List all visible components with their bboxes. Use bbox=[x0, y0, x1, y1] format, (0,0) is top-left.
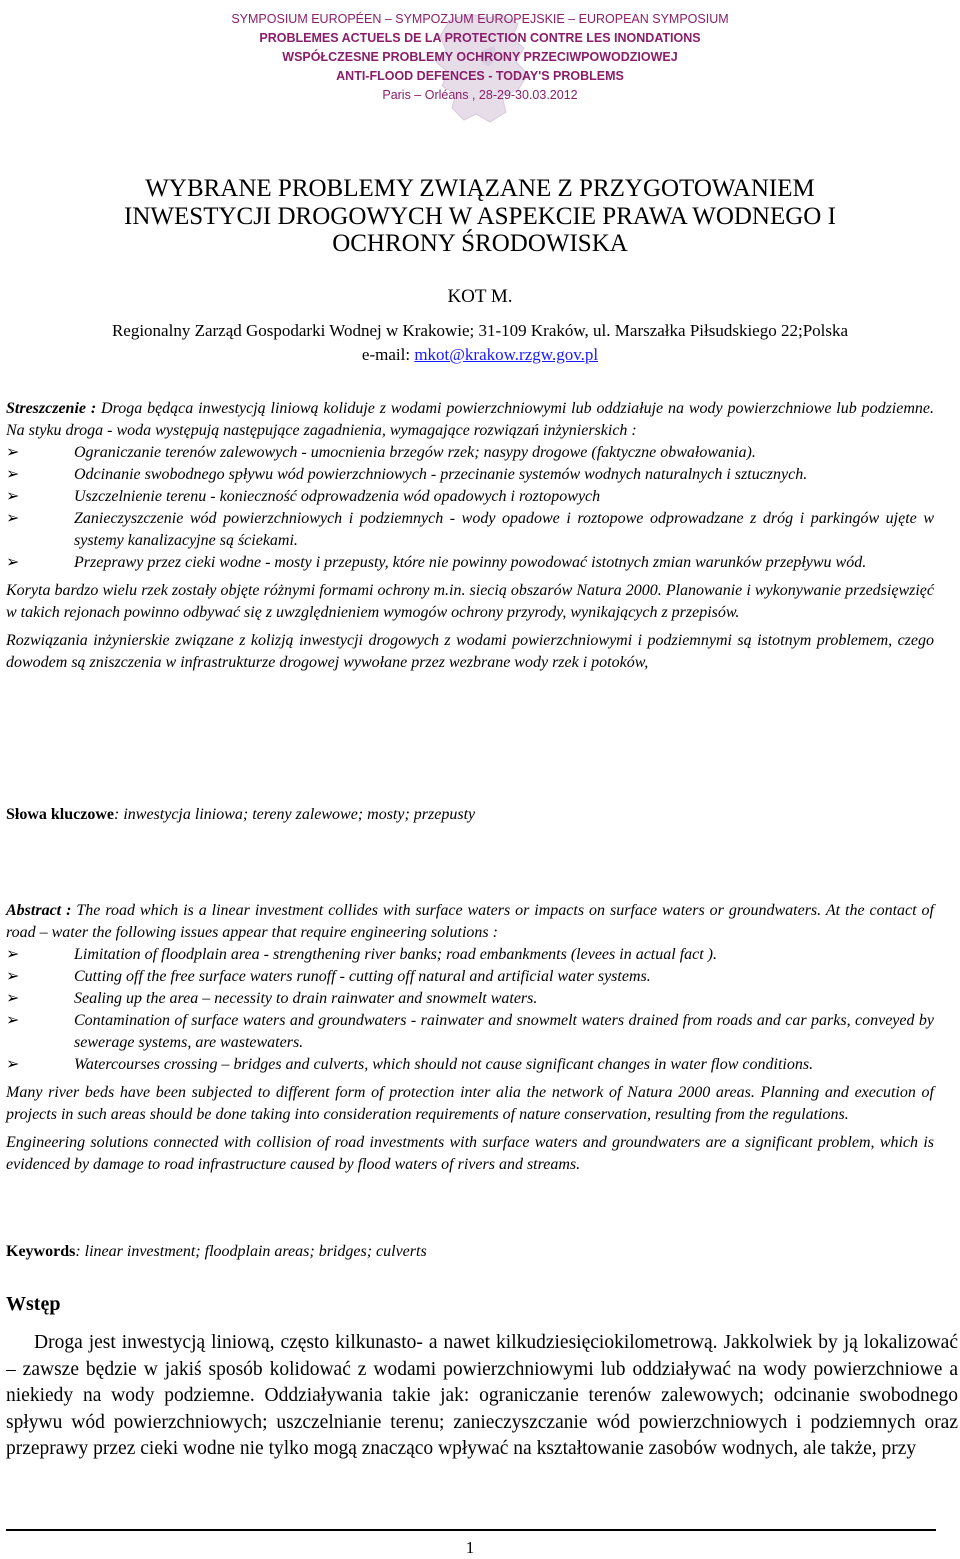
abstract-intro bbox=[6, 900, 934, 944]
list-item bbox=[6, 944, 934, 966]
keywords-en: : linear investment; floodplain areas; bridges; culverts bbox=[75, 1243, 427, 1260]
paper-title bbox=[0, 175, 960, 258]
affiliation-block bbox=[0, 319, 960, 367]
paper-title-line: WYBRANE PROBLEMY ZWIĄZANE Z PRZYGOTOWANIEM bbox=[145, 175, 815, 202]
author-name: KOT M. bbox=[447, 286, 513, 307]
streszczenie-paragraph: Koryta bardzo wielu rzek zostały objęte różnymi formami ochrony m.in. siecią obszarów Natura 2000. Planowanie i wykonywanie przedsięwzięć w takich rejonach powinno odbywać się z uwzględnieniem wymogów ochrony przyrody, wynikających z przepisów. bbox=[6, 582, 934, 621]
streszczenie-label: Streszczenie : bbox=[6, 400, 97, 417]
email-line bbox=[0, 343, 960, 367]
section-heading: Wstęp bbox=[6, 1293, 61, 1315]
list-item bbox=[6, 988, 934, 1010]
keywords-label-en: Keywords bbox=[6, 1243, 76, 1260]
streszczenie-paragraph: Rozwiązania inżynierskie związane z kolizją inwestycji drogowych z wodami powierzchniowymi i podziemnymi są istotnym problemem, czego dowodem są zniszczenia w infrastrukturze drogowej wywołane przez wezbrane wody rzek i potoków, bbox=[6, 632, 934, 671]
streszczenie-intro bbox=[6, 398, 934, 442]
conference-subtitle-en: ANTI-FLOOD DEFENCES - TODAY'S PROBLEMS bbox=[336, 69, 624, 83]
arrow-bullet-icon: ➢ bbox=[6, 1012, 20, 1029]
abstract-paragraph: Many river beds have been subjected to different form of protection inter alia the network of Natura 2000 areas. Planning and execution of projects in such areas should be done taking into consideration requirements of nature conservation, resulting from the regulations. bbox=[6, 1084, 934, 1123]
arrow-bullet-icon: ➢ bbox=[6, 510, 20, 527]
keywords bbox=[6, 1241, 934, 1263]
list-item bbox=[6, 442, 934, 464]
list-item-text: Odcinanie swobodnego spływu wód powierzchniowych - przecinanie systemów wodnych naturalnych i sztucznych. bbox=[74, 466, 808, 483]
arrow-bullet-icon: ➢ bbox=[6, 946, 20, 963]
list-item-text: Zanieczyszczenie wód powierzchniowych i podziemnych - wody opadowe i roztopowe odprowadzane z dróg i parkingów ujęte w systemy kanalizacyjne są ściekami. bbox=[74, 510, 934, 549]
conference-header bbox=[0, 10, 960, 105]
footer-divider bbox=[6, 1529, 936, 1531]
abstract-label: Abstract : bbox=[6, 902, 72, 919]
list-item-text: Limitation of floodplain area - strengthening river banks; road embankments (levees in actual fact ). bbox=[74, 946, 718, 963]
email-label: e-mail: bbox=[361, 345, 415, 364]
arrow-bullet-icon: ➢ bbox=[6, 444, 20, 461]
abstract-bullet-list bbox=[6, 944, 934, 1076]
list-item-text: Ograniczanie terenów zalewowych - umocnienia brzegów rzek; nasypy drogowe (faktyczne obwałowania). bbox=[74, 444, 756, 461]
arrow-bullet-icon: ➢ bbox=[6, 466, 20, 483]
list-item-text: Watercourses crossing – bridges and culverts, which should not cause significant changes in water flow conditions. bbox=[74, 1056, 814, 1073]
abstract-section bbox=[6, 900, 934, 1176]
list-item-text: Sealing up the area – necessity to drain rainwater and snowmelt waters. bbox=[74, 990, 538, 1007]
streszczenie-intro-text: Droga będąca inwestycją liniową koliduje z wodami powierzchniowymi lub oddziałuje na wody powierzchniowe lub podziemne. Na styku droga - woda występują następujące zagadnienia, wymagające rozwiązań inżynierskich : bbox=[6, 400, 935, 439]
conference-name: SYMPOSIUM EUROPÉEN – SYMPOZJUM EUROPEJSKIE – EUROPEAN SYMPOSIUM bbox=[231, 12, 729, 26]
list-item-text: Cutting off the free surface waters runoff - cutting off natural and artificial water systems. bbox=[74, 968, 651, 985]
list-item bbox=[6, 1010, 934, 1054]
arrow-bullet-icon: ➢ bbox=[6, 1056, 20, 1073]
arrow-bullet-icon: ➢ bbox=[6, 554, 20, 571]
list-item-text: Uszczelnienie terenu - konieczność odprowadzenia wód opadowych i roztopowych bbox=[74, 488, 601, 505]
list-item bbox=[6, 1054, 934, 1076]
list-item bbox=[6, 966, 934, 988]
conference-place-date: Paris – Orléans , 28-29-30.03.2012 bbox=[382, 88, 578, 102]
email-link[interactable]: mkot@krakow.rzgw.gov.pl bbox=[414, 345, 599, 364]
arrow-bullet-icon: ➢ bbox=[6, 968, 20, 985]
abstract-intro-text: The road which is a linear investment collides with surface waters or impacts on surface waters or groundwaters. At the contact of road – water the following issues appear that require engineering solutions : bbox=[6, 902, 934, 941]
keywords-label-pl: Słowa kluczowe bbox=[6, 806, 114, 823]
page-number: 1 bbox=[465, 1538, 475, 1557]
abstract-paragraph: Engineering solutions connected with collision of road investments with surface waters and groundwaters are a significant problem, which is evidenced by damage to road infrastructure caused by flood waters of rivers and streams. bbox=[6, 1134, 934, 1173]
list-item bbox=[6, 508, 934, 552]
list-item bbox=[6, 486, 934, 508]
streszczenie-section bbox=[6, 398, 934, 674]
conference-subtitle-fr: PROBLEMES ACTUELS DE LA PROTECTION CONTRE LES INONDATIONS bbox=[259, 31, 701, 45]
arrow-bullet-icon: ➢ bbox=[6, 990, 20, 1007]
introduction-paragraph: Droga jest inwestycją liniową, często kilkunasto- a nawet kilkudziesięciokilometrową. Jakkolwiek by ją lokalizować – zawsze będzie w jakiś sposób kolidować z wodami powierzchniowymi lub oddziaływać na wody powierzchniowe a niekiedy na wody podziemne. Oddziaływania takie jak: ograniczanie terenów zalewowych; odcinanie swobodnego spływu wód powierzchniowych; uszczelnianie terenu; zanieczyszczanie wód powierzchniowych i podziemnych oraz przeprawy przez cieki wodne nie tylko mogą znacząco wpływać na kształtowanie zasobów wodnych, ale także, przy bbox=[6, 1332, 958, 1459]
conference-subtitle-pl: WSPÓŁCZESNE PROBLEMY OCHRONY PRZECIWPOWODZIOWEJ bbox=[282, 50, 678, 64]
slowa-kluczowe bbox=[6, 804, 934, 826]
paper-title-line: OCHRONY ŚRODOWISKA bbox=[332, 230, 628, 257]
list-item bbox=[6, 552, 934, 574]
affiliation: Regionalny Zarząd Gospodarki Wodnej w Krakowie; 31-109 Kraków, ul. Marszałka Piłsudskiego 22;Polska bbox=[111, 321, 849, 340]
list-item-text: Contamination of surface waters and groundwaters - rainwater and snowmelt waters drained from roads and car parks, conveyed by sewerage systems, are wastewaters. bbox=[74, 1012, 934, 1051]
list-item-text: Przeprawy przez cieki wodne - mosty i przepusty, które nie powinny powodować istotnych zmian warunków przepływu wód. bbox=[74, 554, 867, 571]
keywords-pl: : inwestycja liniowa; tereny zalewowe; mosty; przepusty bbox=[114, 806, 476, 823]
list-item bbox=[6, 464, 934, 486]
introduction-text bbox=[6, 1330, 958, 1463]
paper-title-line: INWESTYCJI DROGOWYCH W ASPEKCIE PRAWA WODNEGO I bbox=[124, 202, 836, 230]
arrow-bullet-icon: ➢ bbox=[6, 488, 20, 505]
streszczenie-bullet-list bbox=[6, 442, 934, 574]
